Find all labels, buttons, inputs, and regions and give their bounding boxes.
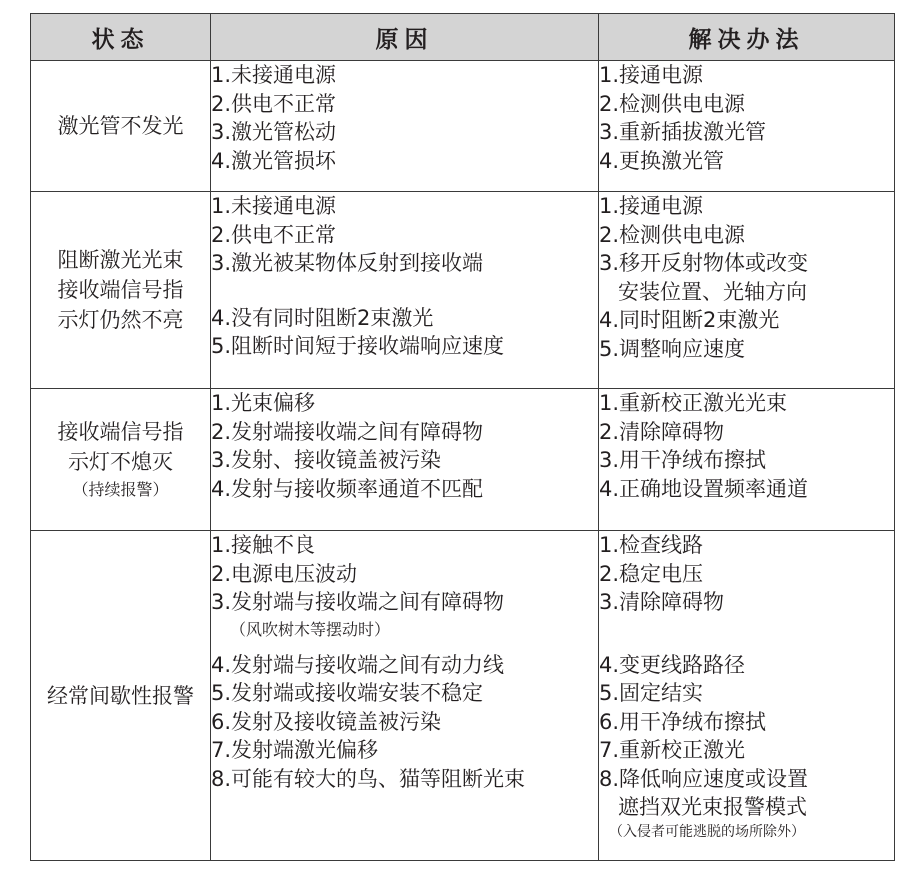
solution-item: 5.固定结实 — [599, 681, 704, 705]
cause-item: 4.发射与接收频率通道不匹配 — [211, 476, 484, 501]
table-row — [31, 389, 895, 531]
solution-item: 1.接通电源 — [599, 194, 704, 218]
state-text: 经常间歇性报警 — [47, 683, 194, 708]
state-text: 阻断激光光束 — [57, 248, 184, 272]
solution-note: （入侵者可能逃脱的场所除外） — [609, 823, 805, 840]
solution-item: 安装位置、光轴方向 — [618, 279, 807, 304]
state-text: 接收端信号指 — [57, 278, 184, 302]
header-row — [31, 14, 895, 61]
table-row — [31, 61, 895, 192]
header-cause: 原因 — [211, 14, 599, 61]
solution-item: 4.同时阻断2束激光 — [599, 308, 780, 332]
solution-item: 5.调整响应速度 — [599, 336, 746, 361]
state-cell — [31, 61, 211, 192]
state-text: 接收端信号指 — [57, 419, 184, 444]
state-cell — [31, 192, 211, 389]
solution-item: 4.变更线路路径 — [599, 652, 746, 677]
state-cell — [31, 531, 211, 861]
cause-item: 5.阻断时间短于接收端响应速度 — [211, 334, 505, 358]
state-cell — [31, 389, 211, 531]
solution-cell — [599, 192, 895, 389]
cause-item: 4.发射端与接收端之间有动力线 — [211, 652, 505, 677]
cause-item: 4.激光管损坏 — [211, 148, 337, 173]
state-text: 示灯不熄灭 — [68, 449, 173, 474]
solution-item: 2.检测供电电源 — [599, 222, 746, 247]
solution-item: 6.用干净绒布擦拭 — [599, 709, 767, 734]
cause-cell — [211, 531, 599, 861]
solution-item: 2.检测供电电源 — [599, 91, 746, 116]
solution-item: 2.稳定电压 — [599, 561, 704, 586]
cause-item: 7.发射端激光偏移 — [211, 738, 379, 762]
cause-item: 6.发射及接收镜盖被污染 — [211, 709, 442, 734]
solution-item: 3.移开反射物体或改变 — [599, 251, 809, 275]
cause-cell — [211, 389, 599, 531]
solution-item: 3.重新插拔激光管 — [599, 120, 767, 144]
solution-item: 2.清除障碍物 — [599, 419, 725, 444]
solution-cell — [599, 61, 895, 192]
state-text: 示灯仍然不亮 — [57, 308, 184, 332]
cause-item: 2.供电不正常 — [211, 91, 337, 116]
solution-item: 3.清除障碍物 — [599, 590, 725, 614]
solution-item: 3.用干净绒布擦拭 — [599, 448, 767, 472]
cause-item: 2.供电不正常 — [211, 222, 337, 247]
state-note: （持续报警） — [72, 479, 169, 499]
cause-item: 3.发射端与接收端之间有障碍物 — [211, 590, 505, 614]
solution-item: 4.正确地设置频率通道 — [599, 476, 809, 501]
troubleshooting-table — [30, 13, 895, 861]
cause-item: 5.发射端或接收端安装不稳定 — [211, 681, 484, 705]
solution-item: 1.重新校正激光光束 — [599, 391, 788, 415]
cause-item: 3.发射、接收镜盖被污染 — [211, 448, 442, 472]
cause-item: 1.未接通电源 — [211, 194, 337, 218]
state-text: 激光管不发光 — [57, 114, 184, 138]
solution-cell — [599, 531, 895, 861]
table-row — [31, 531, 895, 861]
solution-item: 1.接通电源 — [599, 63, 704, 87]
solution-item: 7.重新校正激光 — [599, 738, 746, 762]
cause-cell — [211, 61, 599, 192]
header-solution: 解决办法 — [599, 14, 895, 61]
solution-item: 遮挡双光束报警模式 — [618, 795, 807, 819]
solution-item: 4.更换激光管 — [599, 148, 725, 173]
cause-item: 3.激光被某物体反射到接收端 — [211, 251, 484, 275]
cause-note: （风吹树木等摆动时） — [230, 619, 391, 639]
cause-item: 1.接触不良 — [211, 533, 316, 557]
cause-item: 3.激光管松动 — [211, 120, 337, 144]
cause-item: 2.电源电压波动 — [211, 561, 358, 586]
cause-item: 1.光束偏移 — [211, 391, 316, 415]
cause-item: 8.可能有较大的鸟、猫等阻断光束 — [211, 766, 526, 791]
solution-item: 1.检查线路 — [599, 533, 704, 557]
table-row — [31, 192, 895, 389]
cause-item: 2.发射端接收端之间有障碍物 — [211, 419, 484, 444]
cause-item: 4.没有同时阻断2束激光 — [211, 305, 434, 330]
solution-item: 8.降低响应速度或设置 — [599, 766, 809, 791]
cause-cell — [211, 192, 599, 389]
cause-item: 1.未接通电源 — [211, 63, 337, 87]
solution-cell — [599, 389, 895, 531]
header-state: 状态 — [31, 14, 211, 61]
